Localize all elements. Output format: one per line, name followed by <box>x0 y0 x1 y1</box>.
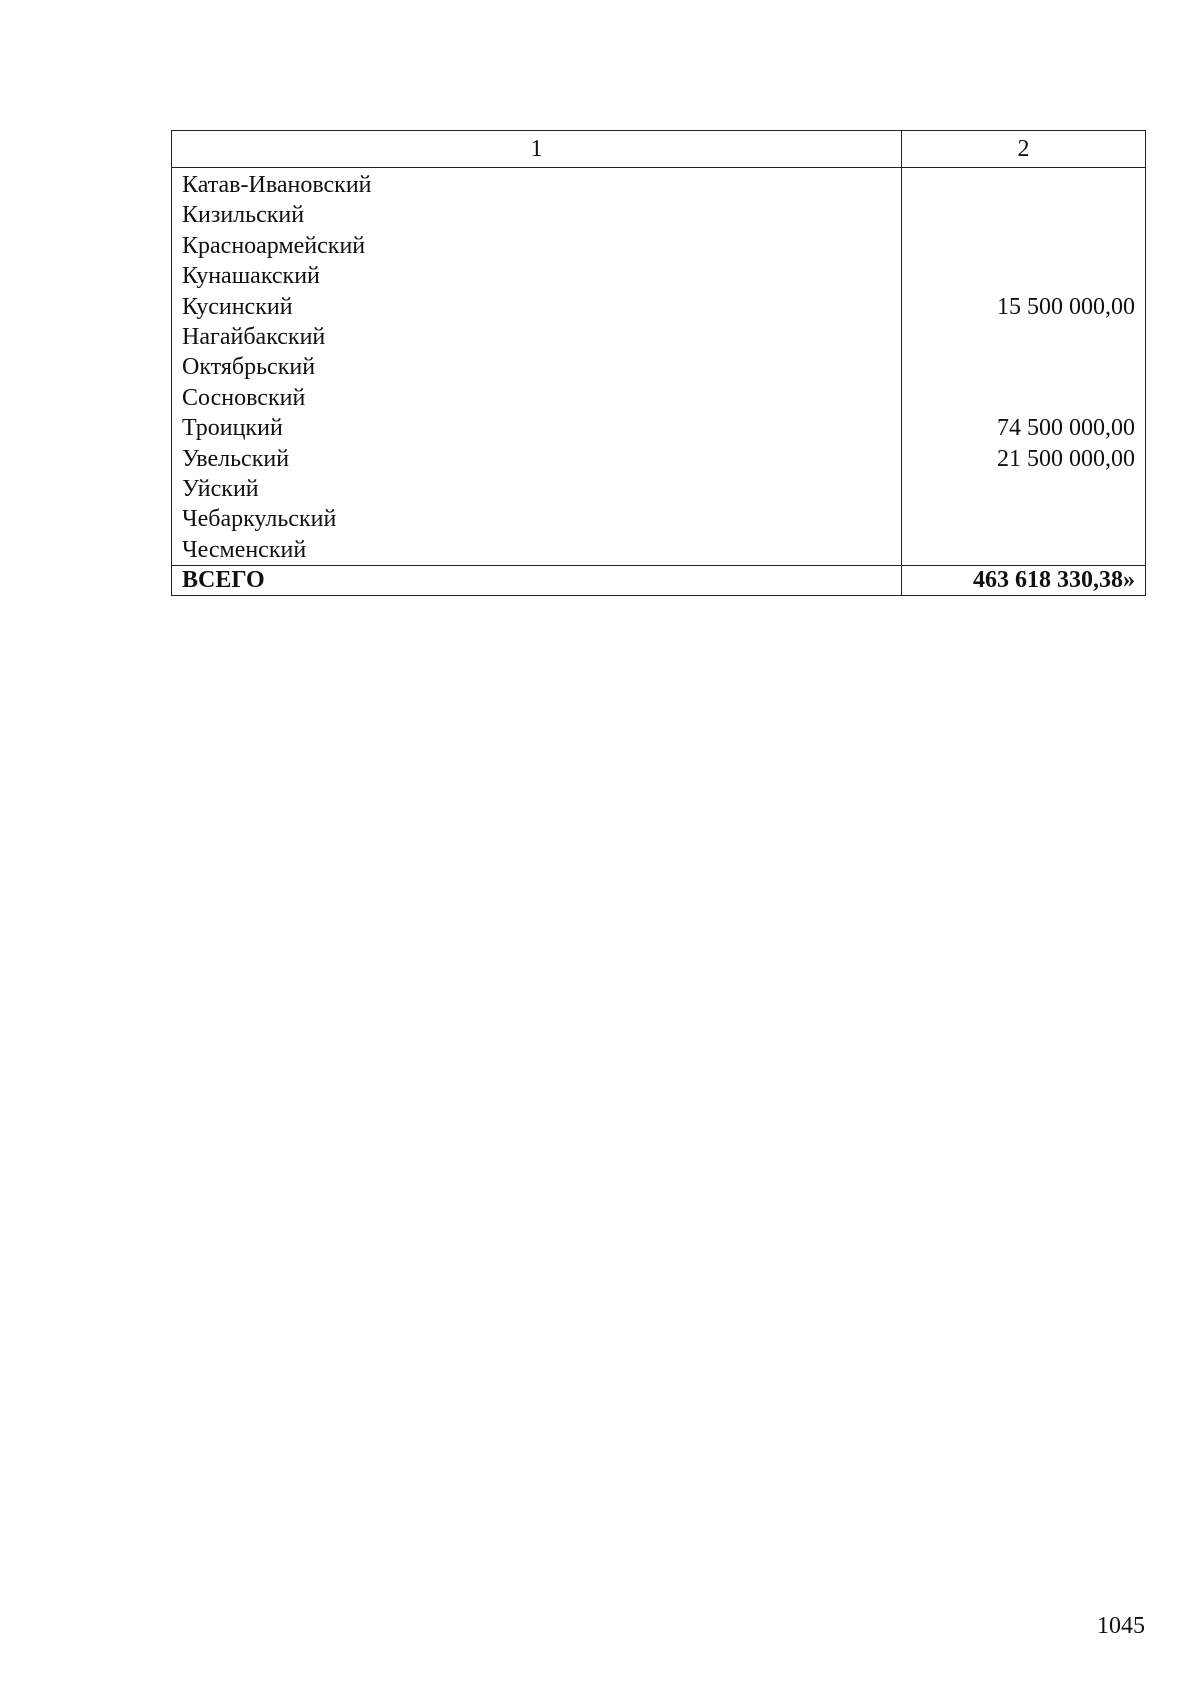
district-name: Чесменский <box>172 535 902 566</box>
amount-value: 15 500 000,00 <box>902 292 1146 322</box>
amount-value <box>902 535 1146 566</box>
total-label: ВСЕГО <box>172 566 902 596</box>
table-row <box>172 322 1146 352</box>
table-row <box>172 231 1146 261</box>
table-row <box>172 261 1146 291</box>
district-name: Кунашакский <box>172 261 902 291</box>
total-value: 463 618 330,38» <box>902 566 1146 596</box>
amount-value <box>902 504 1146 534</box>
table-row <box>172 413 1146 443</box>
amount-value: 74 500 000,00 <box>902 413 1146 443</box>
column-header-2: 2 <box>902 131 1146 168</box>
table-row <box>172 474 1146 504</box>
amount-value <box>902 261 1146 291</box>
table-header-row <box>172 131 1146 168</box>
district-name: Кусинский <box>172 292 902 322</box>
district-name: Чебаркульский <box>172 504 902 534</box>
column-header-1: 1 <box>172 131 902 168</box>
district-name: Красноармейский <box>172 231 902 261</box>
table-row <box>172 292 1146 322</box>
table-row <box>172 168 1146 201</box>
allocation-table <box>171 130 1146 596</box>
table-row <box>172 352 1146 382</box>
table-body <box>172 168 1146 566</box>
amount-value <box>902 168 1146 201</box>
total-row <box>172 566 1146 596</box>
amount-value <box>902 352 1146 382</box>
district-name: Уйский <box>172 474 902 504</box>
district-name: Октябрьский <box>172 352 902 382</box>
table-row <box>172 444 1146 474</box>
amount-value <box>902 383 1146 413</box>
table-row <box>172 535 1146 566</box>
district-name: Сосновский <box>172 383 902 413</box>
district-name: Катав-Ивановский <box>172 168 902 201</box>
amount-value: 21 500 000,00 <box>902 444 1146 474</box>
amount-value <box>902 200 1146 230</box>
amount-value <box>902 231 1146 261</box>
district-name: Увельский <box>172 444 902 474</box>
table-row <box>172 504 1146 534</box>
district-name: Троицкий <box>172 413 902 443</box>
table-row <box>172 200 1146 230</box>
page-number: 1045 <box>1097 1613 1145 1639</box>
district-name: Кизильский <box>172 200 902 230</box>
district-name: Нагайбакский <box>172 322 902 352</box>
amount-value <box>902 474 1146 504</box>
amount-value <box>902 322 1146 352</box>
table-row <box>172 383 1146 413</box>
